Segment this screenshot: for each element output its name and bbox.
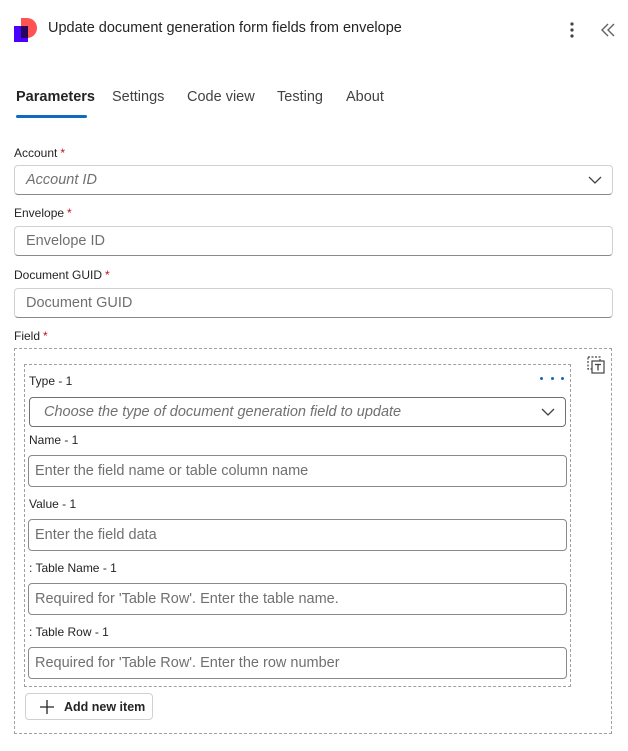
type-dropdown[interactable] — [29, 397, 566, 427]
account-dropdown[interactable] — [14, 165, 613, 195]
value-placeholder: Enter the field data — [35, 527, 157, 543]
active-tab-indicator — [16, 115, 87, 118]
plus-icon — [40, 700, 54, 714]
docusign-logo-icon — [14, 17, 40, 43]
chevron-double-left-icon[interactable] — [596, 19, 620, 41]
more-vertical-icon[interactable] — [560, 19, 584, 41]
required-mark: * — [43, 329, 48, 343]
type-placeholder: Choose the type of document generation field to update — [44, 404, 402, 420]
document-guid-label: Document GUID * — [14, 268, 110, 282]
account-label: Account * — [14, 146, 66, 160]
type-label: Type - 1 — [29, 374, 73, 388]
required-mark: * — [105, 268, 110, 282]
table-row-placeholder: Required for 'Table Row'. Enter the row number — [35, 655, 340, 671]
required-mark: * — [67, 206, 72, 220]
value-label: Value - 1 — [29, 497, 77, 511]
add-new-item-label: Add new item — [64, 699, 146, 714]
tab-about[interactable]: About — [346, 89, 384, 105]
chevron-down-icon — [588, 175, 602, 185]
account-placeholder: Account ID — [26, 172, 97, 188]
tab-testing[interactable]: Testing — [277, 89, 323, 105]
value-input[interactable] — [28, 519, 567, 551]
required-mark: * — [60, 146, 66, 160]
table-row-label: : Table Row - 1 — [29, 625, 109, 639]
page-title: Update document generation form fields from envelope — [48, 20, 402, 36]
tab-parameters[interactable]: Parameters — [16, 89, 95, 105]
field-label: Field * — [14, 329, 48, 343]
name-input[interactable] — [28, 455, 567, 487]
document-guid-placeholder: Document GUID — [26, 295, 133, 311]
envelope-input[interactable] — [14, 226, 613, 256]
table-name-label: : Table Name - 1 — [29, 561, 117, 575]
item-more-icon[interactable] — [540, 371, 564, 385]
tab-code-view[interactable]: Code view — [187, 89, 255, 105]
table-name-input[interactable] — [28, 583, 567, 615]
envelope-placeholder: Envelope ID — [26, 233, 105, 249]
switch-to-text-mode-icon[interactable] — [587, 356, 605, 374]
table-name-placeholder: Required for 'Table Row'. Enter the table name. — [35, 591, 339, 607]
add-new-item-button[interactable] — [25, 693, 153, 720]
chevron-down-icon — [541, 407, 555, 417]
name-label: Name - 1 — [29, 433, 79, 447]
name-placeholder: Enter the field name or table column name — [35, 463, 309, 479]
envelope-label: Envelope * — [14, 206, 72, 220]
document-guid-input[interactable] — [14, 288, 613, 318]
table-row-input[interactable] — [28, 647, 567, 679]
tab-settings[interactable]: Settings — [112, 89, 165, 105]
